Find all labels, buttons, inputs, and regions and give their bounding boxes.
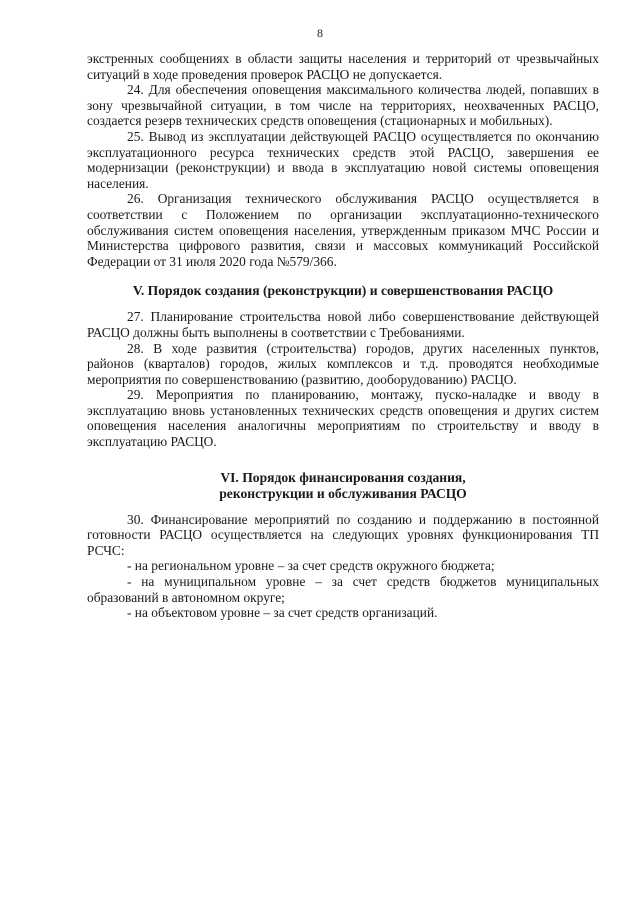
list-item-regional: - на региональном уровне – за счет средств окружного бюджета; <box>127 558 495 574</box>
paragraph-29: 29. Мероприятия по планированию, монтажу, пуско-наладке и вводу в эксплуатацию вновь установленных технических средств оповещения и других систем оповещения населения аналогичны мероприятиям по строительству и вводу в эксплуатацию РАСЦО. <box>87 387 599 450</box>
document-body <box>87 51 599 621</box>
list-item-object: - на объектовом уровне – за счет средств организаций. <box>127 605 438 621</box>
section-6-title-line-2: реконструкции и обслуживания РАСЦО <box>219 485 467 501</box>
paragraph-30: 30. Финансирование мероприятий по созданию и поддержанию в постоянной готовности РАСЦО осуществляется на следующих уровнях функционирования ТП РСЧС: <box>87 511 599 558</box>
paragraph-26: 26. Организация технического обслуживания РАСЦО осуществляется в соответствии с Положением по организации эксплуатационно-технического обслуживания систем оповещения населения, утвержденным приказом МЧС России и Министерства цифрового развития, связи и массовых коммуникаций Российской Федерации от 31 июля 2020 года №579/366. <box>87 191 599 269</box>
paragraph-24: 24. Для обеспечения оповещения максимального количества людей, попавших в зону чрезвычайной ситуации, в том числе на территориях, неохваченных РАСЦО, создается резерв технических средств оповещения (стационарных и мобильных). <box>87 82 599 129</box>
paragraph-25: 25. Вывод из эксплуатации действующей РАСЦО осуществляется по окончанию эксплуатационного ресурса технических средств этой РАСЦО, завершения ее модернизации (реконструкции) и ввода в эксплуатацию новой системы оповещения населения. <box>87 128 599 191</box>
list-item-municipal: - на муниципальном уровне – за счет средств бюджетов муниципальных образований в автономном округе; <box>87 574 599 605</box>
paragraph-23-continuation: экстренных сообщениях в области защиты населения и территорий от чрезвычайных ситуаций в ходе проведения проверок РАСЦО не допускается. <box>87 51 599 82</box>
section-6-heading <box>87 470 599 502</box>
page-number: 8 <box>317 26 323 40</box>
section-5-title: V. Порядок создания (реконструкции) и совершенствования РАСЦО <box>132 283 554 299</box>
paragraph-28: 28. В ходе развития (строительства) городов, других населенных пунктов, районов (кварталов) городов, жилых комплексов и т.д. проводятся необходимые мероприятия по совершенствованию (развитию, дооборудованию) РАСЦО. <box>87 340 599 387</box>
section-5-heading <box>87 283 599 299</box>
paragraph-27: 27. Планирование строительства новой либо совершенствование действующей РАСЦО должны быть выполнены в соответствии с Требованиями. <box>87 309 599 340</box>
section-6-title-line-1: VI. Порядок финансирования создания, <box>220 469 466 485</box>
